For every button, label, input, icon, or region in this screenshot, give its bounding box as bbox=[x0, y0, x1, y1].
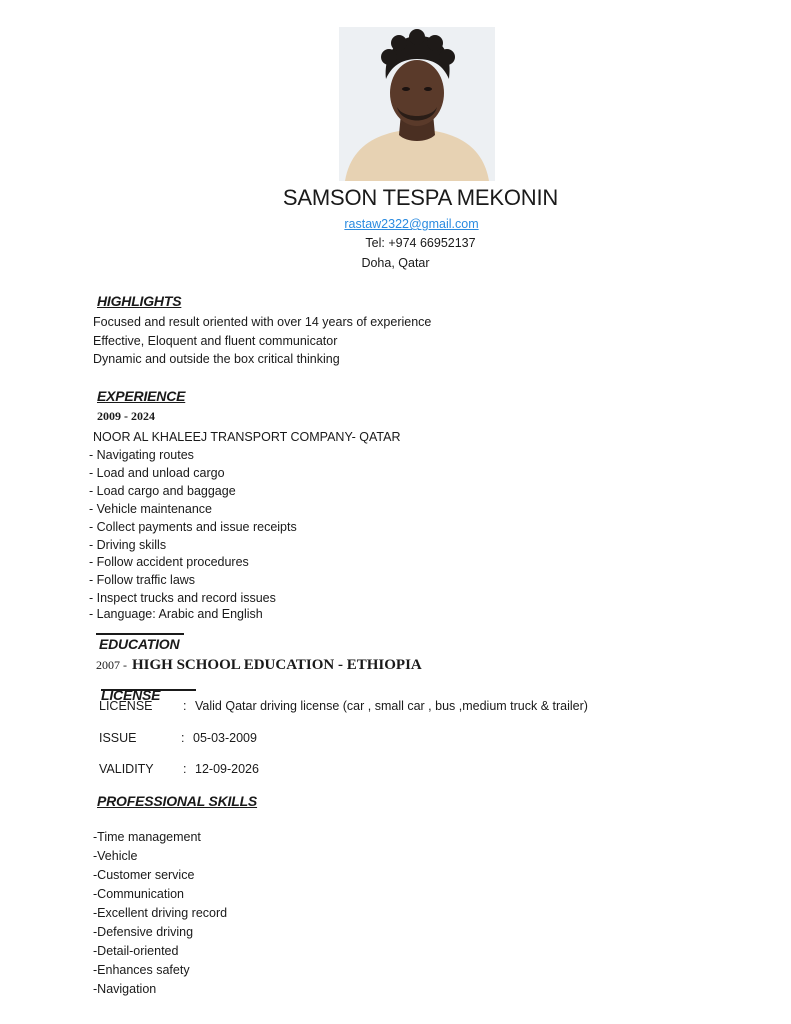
candidate-name: SAMSON TESPA MEKONIN bbox=[282, 185, 559, 210]
experience-years: 2009 - 2024 bbox=[97, 409, 155, 423]
license-sep: : bbox=[183, 699, 187, 713]
experience-heading: EXPERIENCE bbox=[97, 388, 186, 404]
duty-item: - Follow traffic laws bbox=[89, 573, 196, 588]
education-degree: HIGH SCHOOL EDUCATION - ETHIOPIA bbox=[132, 657, 422, 673]
skill-item: -Navigation bbox=[93, 982, 157, 996]
skill-item: -Customer service bbox=[93, 868, 195, 882]
skills-heading: PROFESSIONAL SKILLS bbox=[97, 793, 258, 809]
issue-value: 05-03-2009 bbox=[193, 731, 257, 745]
experience-company: NOOR AL KHALEEJ TRANSPORT COMPANY- QATAR bbox=[93, 430, 401, 444]
duty-item: - Navigating routes bbox=[89, 448, 194, 462]
duty-item: - Vehicle maintenance bbox=[89, 501, 212, 516]
skill-item: -Excellent driving record bbox=[93, 906, 228, 920]
skills-list bbox=[93, 828, 227, 999]
license-value: Valid Qatar driving license (car , small car , bus ,medium truck & trailer) bbox=[195, 699, 588, 713]
duty-item: - Follow accident procedures bbox=[89, 555, 249, 570]
phone-number: Tel: +974 66952137 bbox=[365, 236, 476, 250]
profile-photo bbox=[339, 27, 495, 181]
highlight-item: Focused and result oriented with over 14 years of experience bbox=[93, 315, 432, 329]
validity-value: 12-09-2026 bbox=[195, 762, 259, 776]
skill-item: -Vehicle bbox=[93, 849, 138, 863]
license-label: LICENSE bbox=[99, 699, 153, 713]
highlights-heading: HIGHLIGHTS bbox=[97, 293, 182, 309]
duty-item: - Load and unload cargo bbox=[89, 465, 225, 480]
education-entry bbox=[96, 657, 422, 674]
skill-item: -Detail-oriented bbox=[93, 944, 179, 958]
skill-item: -Communication bbox=[93, 887, 185, 901]
location: Doha, Qatar bbox=[361, 256, 430, 270]
duty-item: - Load cargo and baggage bbox=[89, 483, 236, 498]
license-heading: LICENSE bbox=[101, 687, 161, 703]
duty-item: - Inspect trucks and record issues bbox=[89, 591, 276, 606]
skill-item: -Time management bbox=[93, 830, 201, 844]
highlights-list bbox=[93, 313, 431, 369]
skill-item: -Defensive driving bbox=[93, 925, 194, 939]
duty-item: - Language: Arabic and English bbox=[89, 607, 263, 622]
education-rule bbox=[96, 633, 184, 635]
validity-label: VALIDITY bbox=[99, 762, 154, 776]
duty-item: - Driving skills bbox=[89, 537, 167, 552]
email-link[interactable]: rastaw2322@gmail.com bbox=[344, 217, 479, 231]
skill-item: -Enhances safety bbox=[93, 963, 190, 977]
profile-photo-image bbox=[339, 27, 495, 181]
highlight-item: Effective, Eloquent and fluent communicator bbox=[93, 333, 338, 348]
issue-label: ISSUE bbox=[99, 731, 137, 745]
issue-sep: : bbox=[181, 731, 185, 745]
validity-sep: : bbox=[183, 762, 187, 776]
duties-list bbox=[89, 447, 297, 624]
education-year: 2007 - bbox=[96, 658, 127, 672]
highlight-item: Dynamic and outside the box critical thinking bbox=[93, 352, 340, 366]
duty-item: - Collect payments and issue receipts bbox=[89, 519, 297, 534]
education-heading: EDUCATION bbox=[99, 636, 180, 652]
license-row bbox=[99, 697, 153, 716]
